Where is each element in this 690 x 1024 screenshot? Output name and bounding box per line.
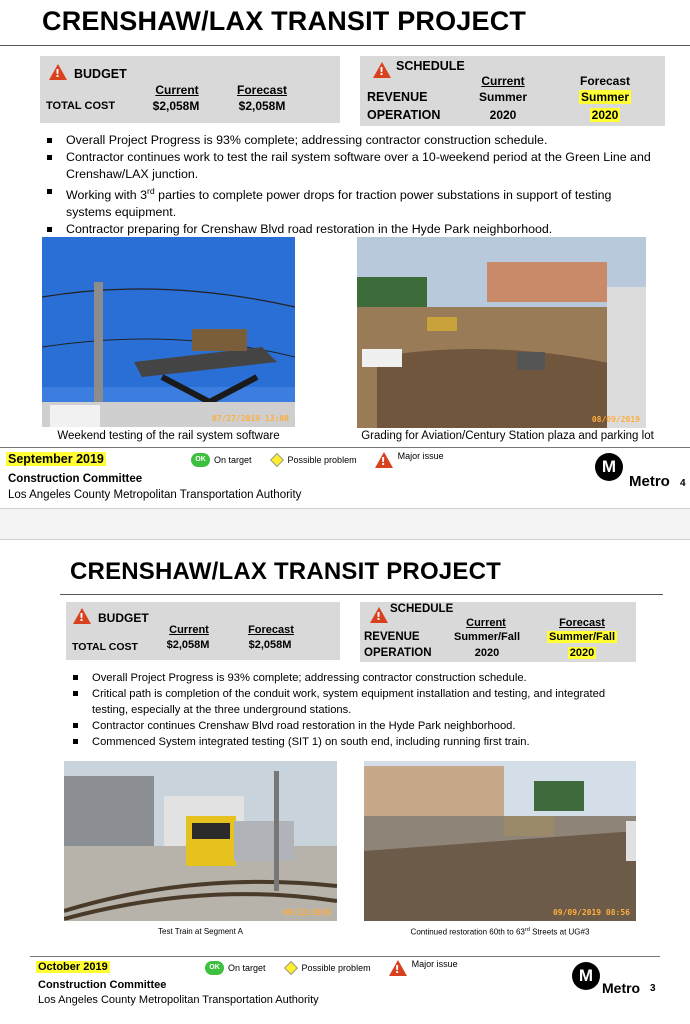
legend-on-target: On target bbox=[214, 455, 252, 465]
photo-caption: Grading for Aviation/Century Station plaza and parking lot bbox=[361, 430, 654, 442]
photo-timestamp: 09/09/2019 08:56 bbox=[552, 908, 630, 917]
budget-label: BUDGET bbox=[98, 611, 149, 625]
text-fragment: Streets at UG#3 bbox=[529, 927, 590, 937]
legend-on-target: On target bbox=[228, 963, 266, 973]
footer-divider bbox=[30, 956, 660, 957]
legend-major-issue: Major issue bbox=[411, 959, 458, 969]
photo-illustration bbox=[42, 237, 295, 427]
schedule-current-season: Summer/Fall bbox=[453, 631, 521, 643]
possible-problem-icon bbox=[283, 961, 297, 975]
warning-icon bbox=[373, 62, 391, 78]
slide-separator bbox=[0, 508, 690, 540]
superscript: rd bbox=[524, 927, 530, 933]
photo-caption: Test Train at Segment A bbox=[158, 927, 243, 936]
legend-major-issue: Major issue bbox=[397, 451, 444, 461]
schedule-row-label-2: OPERATION bbox=[364, 647, 432, 659]
title-divider bbox=[0, 45, 690, 46]
photo-caption: Weekend testing of the rail system software bbox=[57, 430, 280, 442]
schedule-current-header: Current bbox=[481, 74, 525, 88]
status-legend bbox=[191, 452, 444, 468]
photo-rail-software-testing bbox=[42, 237, 295, 427]
budget-current-header: Current bbox=[155, 83, 199, 97]
schedule-forecast-year bbox=[540, 647, 624, 659]
highlight: Summer/Fall bbox=[548, 631, 616, 643]
committee-name: Construction Committee bbox=[38, 979, 167, 991]
superscript: rd bbox=[147, 186, 155, 196]
footer-divider bbox=[0, 447, 690, 448]
legend-possible-problem: Possible problem bbox=[301, 963, 371, 973]
schedule-current-header: Current bbox=[466, 617, 506, 629]
schedule-label: SCHEDULE bbox=[396, 59, 465, 73]
budget-forecast-value: $2,058M bbox=[248, 639, 292, 651]
page-title: CRENSHAW/LAX TRANSIT PROJECT bbox=[70, 558, 501, 585]
budget-forecast-header: Forecast bbox=[248, 624, 294, 636]
warning-icon bbox=[49, 64, 67, 80]
photo-station-plaza-grading bbox=[357, 237, 646, 428]
photo-timestamp: 07/27/2019 13:00 bbox=[211, 414, 289, 423]
metro-wordmark: Metro bbox=[629, 473, 670, 490]
metro-m-icon: M bbox=[572, 962, 600, 990]
schedule-label: SCHEDULE bbox=[390, 603, 454, 615]
budget-row-label: TOTAL COST bbox=[72, 641, 138, 653]
report-month: September 2019 bbox=[8, 452, 104, 466]
page-title: CRENSHAW/LAX TRANSIT PROJECT bbox=[42, 6, 527, 36]
photo-illustration bbox=[64, 761, 337, 921]
warning-icon bbox=[370, 607, 388, 623]
photo-timestamp: 08/09/2019 bbox=[591, 415, 640, 424]
schedule-forecast-season bbox=[540, 631, 624, 643]
schedule-current-year: 2020 bbox=[474, 647, 500, 659]
text-fragment: Working with 3 bbox=[66, 188, 148, 203]
warning-icon bbox=[73, 608, 91, 624]
major-issue-icon bbox=[389, 960, 407, 976]
budget-current-value: $2,058M bbox=[152, 99, 200, 113]
on-target-icon: OK bbox=[191, 453, 210, 467]
photo-timestamp: 09/22/2019 bbox=[282, 908, 331, 917]
highlight: 2020 bbox=[569, 647, 595, 659]
list-item: Contractor continues work to test the rail system software over a 10-weekend period at the Green Line and Crenshaw/LAX junction. bbox=[44, 149, 654, 183]
list-item: Critical path is completion of the conduit work, system equipment installation and testing, and integrated testing, especially at the three underground stations. bbox=[70, 686, 630, 718]
schedule-row-label-2: OPERATION bbox=[367, 108, 441, 122]
title-divider bbox=[60, 594, 663, 595]
legend-possible-problem: Possible problem bbox=[287, 455, 357, 465]
photo-illustration bbox=[357, 237, 646, 428]
list-item: Contractor preparing for Crenshaw Blvd road restoration in the Hyde Park neighborhood. bbox=[44, 221, 654, 238]
budget-row-label: TOTAL COST bbox=[46, 100, 116, 112]
page-number: 4 bbox=[680, 478, 686, 489]
photo-test-train bbox=[64, 761, 337, 921]
metro-logo bbox=[595, 453, 670, 490]
schedule-row-label-1: REVENUE bbox=[367, 90, 428, 104]
schedule-forecast-header: Forecast bbox=[579, 74, 631, 88]
text-fragment: parties to complete power drops for traction power substations in support of testing systems equipment. bbox=[66, 188, 612, 220]
schedule-forecast-season bbox=[568, 90, 642, 104]
highlight: Summer bbox=[580, 90, 630, 104]
progress-bullets bbox=[44, 132, 654, 238]
photo-caption bbox=[364, 927, 636, 937]
budget-forecast-header: Forecast bbox=[236, 83, 288, 97]
schedule-box bbox=[360, 56, 665, 126]
possible-problem-icon bbox=[269, 453, 283, 467]
budget-current-value: $2,058M bbox=[166, 639, 210, 651]
text-fragment: Continued restoration 60th to 63 bbox=[410, 927, 525, 937]
list-item: Commenced System integrated testing (SIT 1) on south end, including running first train. bbox=[70, 734, 630, 750]
slide-october-2019 bbox=[0, 540, 690, 1024]
metro-logo bbox=[572, 962, 641, 996]
progress-bullets bbox=[70, 670, 630, 750]
authority-name: Los Angeles County Metropolitan Transportation Authority bbox=[38, 994, 319, 1006]
major-issue-icon bbox=[375, 452, 393, 468]
schedule-row-label-1: REVENUE bbox=[364, 631, 420, 643]
committee-name: Construction Committee bbox=[8, 473, 143, 485]
status-legend bbox=[205, 960, 458, 976]
report-month: October 2019 bbox=[38, 961, 108, 973]
schedule-current-season: Summer bbox=[478, 90, 528, 104]
schedule-forecast-header: Forecast bbox=[559, 617, 605, 629]
page-number: 3 bbox=[650, 983, 656, 994]
highlight: 2020 bbox=[591, 108, 619, 122]
budget-box bbox=[66, 602, 340, 660]
metro-wordmark: Metro bbox=[602, 980, 641, 996]
list-item bbox=[44, 183, 654, 221]
slide-september-2019 bbox=[0, 0, 690, 508]
schedule-current-year: 2020 bbox=[489, 108, 517, 122]
budget-box bbox=[40, 56, 340, 123]
authority-name: Los Angeles County Metropolitan Transportation Authority bbox=[8, 489, 302, 501]
photo-illustration bbox=[364, 761, 636, 921]
budget-forecast-value: $2,058M bbox=[238, 99, 286, 113]
schedule-forecast-year bbox=[568, 108, 642, 122]
schedule-box bbox=[360, 602, 636, 662]
list-item: Contractor continues Crenshaw Blvd road restoration in the Hyde Park neighborhood. bbox=[70, 718, 630, 734]
budget-label: BUDGET bbox=[74, 67, 127, 81]
on-target-icon: OK bbox=[205, 961, 224, 975]
list-item: Overall Project Progress is 93% complete; addressing contractor construction schedule. bbox=[70, 670, 630, 686]
photo-road-restoration bbox=[364, 761, 636, 921]
list-item: Overall Project Progress is 93% complete; addressing contractor construction schedule. bbox=[44, 132, 654, 149]
metro-m-icon: M bbox=[595, 453, 623, 481]
budget-current-header: Current bbox=[169, 624, 209, 636]
